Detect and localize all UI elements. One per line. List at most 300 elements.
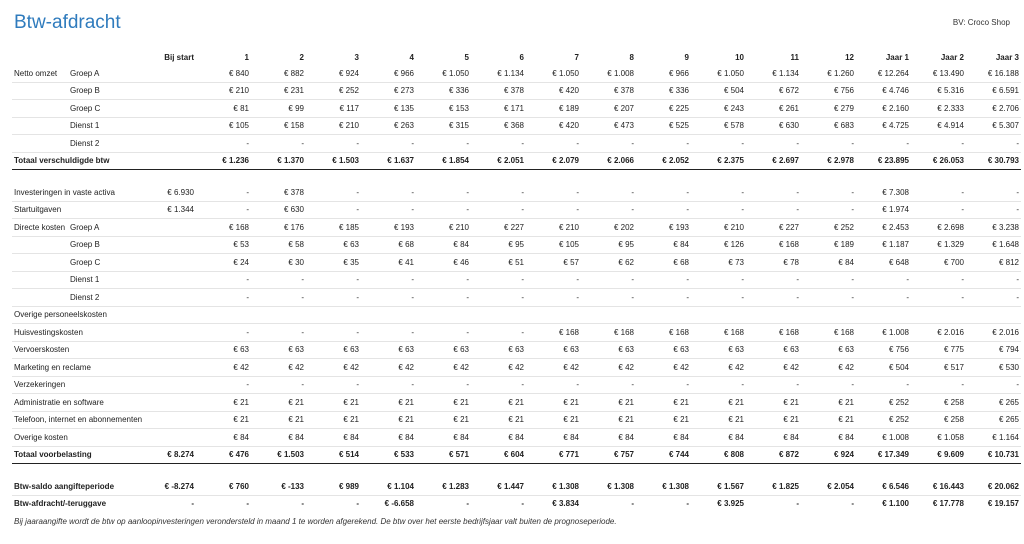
value-cell: € 2.697: [746, 152, 801, 170]
start-value-cell: [146, 429, 196, 447]
value-cell: € 26.053: [911, 152, 966, 170]
value-cell: € 1.187: [856, 236, 911, 254]
value-cell: -: [851, 499, 854, 509]
value-cell: € 21: [691, 411, 746, 429]
value-cell: -: [416, 289, 471, 307]
value-cell: -: [466, 499, 469, 509]
start-value-cell: [146, 324, 196, 342]
value-cell: € 1.008: [856, 324, 911, 342]
column-header: Bij start: [164, 53, 194, 62]
value-cell: -: [801, 135, 856, 153]
value-cell: [361, 306, 416, 324]
value-cell: € 1.260: [801, 65, 856, 82]
row-label: Telefoon, internet en abonnementen: [12, 411, 146, 429]
value-cell: -: [581, 376, 636, 394]
value-cell: € 73: [691, 254, 746, 272]
value-cell: € 63: [306, 236, 361, 254]
value-cell: € 1.370: [251, 152, 306, 170]
value-cell: -: [686, 499, 689, 509]
value-cell: € 84: [691, 429, 746, 447]
value-cell: € 924: [306, 65, 361, 82]
table-row: [12, 184, 1021, 201]
value-cell: € 16.443: [911, 478, 966, 495]
value-cell: -: [636, 271, 691, 289]
row-sublabel: Dienst 1: [68, 271, 146, 289]
value-cell: € 42: [636, 359, 691, 377]
value-cell: -: [691, 184, 746, 201]
value-cell: € 571: [416, 446, 471, 464]
value-cell: -: [361, 289, 416, 307]
value-cell: -: [911, 201, 966, 219]
value-cell: € 105: [526, 236, 581, 254]
value-cell: -: [251, 324, 306, 342]
value-cell: € 368: [471, 117, 526, 135]
value-cell: € 21: [361, 411, 416, 429]
value-cell: € 63: [691, 341, 746, 359]
value-cell: € 265: [966, 411, 1021, 429]
value-cell: € 2.066: [581, 152, 636, 170]
value-cell: -: [361, 184, 416, 201]
value-cell: € 78: [746, 254, 801, 272]
row-label: Btw-afdracht/-teruggave: [14, 499, 107, 509]
table-row: [12, 359, 1021, 377]
value-cell: € 21: [471, 394, 526, 412]
value-cell: -: [471, 289, 526, 307]
value-cell: € 1.648: [966, 236, 1021, 254]
value-cell: € 84: [416, 429, 471, 447]
row-label: [12, 117, 68, 135]
row-sublabel: Groep B: [68, 236, 146, 254]
value-cell: € 252: [306, 82, 361, 100]
value-cell: € 1.008: [581, 65, 636, 82]
value-cell: [581, 306, 636, 324]
value-cell: € 30.793: [966, 152, 1021, 170]
row-sublabel: Dienst 1: [68, 117, 146, 135]
value-cell: € 420: [526, 117, 581, 135]
value-cell: € 756: [856, 341, 911, 359]
row-label: Netto omzet: [12, 65, 68, 82]
value-cell: € 189: [801, 236, 856, 254]
value-cell: € 21: [636, 394, 691, 412]
value-cell: -: [801, 201, 856, 219]
value-cell: € 2.453: [856, 219, 911, 237]
value-cell: € 1.283: [416, 478, 471, 495]
value-cell: -: [636, 135, 691, 153]
value-cell: € 84: [746, 429, 801, 447]
value-cell: € 21: [251, 394, 306, 412]
value-cell: € 68: [361, 236, 416, 254]
value-cell: € 63: [581, 341, 636, 359]
value-cell: € 2.160: [856, 100, 911, 118]
value-cell: € 21: [691, 394, 746, 412]
value-cell: € 1.050: [416, 65, 471, 82]
value-cell: € 4.725: [856, 117, 911, 135]
value-cell: € 3.834: [552, 499, 579, 509]
value-cell: € 1.503: [306, 152, 361, 170]
table-row: [12, 201, 1021, 219]
value-cell: € 989: [306, 478, 361, 495]
row-label: Totaal voorbelasting: [12, 446, 146, 464]
value-cell: € 258: [911, 394, 966, 412]
start-value-cell: € -8.274: [146, 478, 196, 495]
row-sublabel: Groep A: [68, 219, 146, 237]
value-cell: -: [306, 324, 361, 342]
row-label: Overige kosten: [12, 429, 146, 447]
row-sublabel: Dienst 2: [68, 135, 146, 153]
value-cell: -: [416, 135, 471, 153]
value-cell: € 21: [581, 411, 636, 429]
value-cell: € 46: [416, 254, 471, 272]
value-cell: € 504: [856, 359, 911, 377]
value-cell: € 6.591: [966, 82, 1021, 100]
value-cell: € 63: [361, 341, 416, 359]
value-cell: € 882: [251, 65, 306, 82]
spacer-row: [12, 170, 1021, 185]
row-label: Btw-saldo aangifteperiode: [12, 478, 146, 495]
value-cell: € 21: [416, 411, 471, 429]
value-cell: -: [636, 184, 691, 201]
table-row: [12, 117, 1021, 135]
value-cell: € 189: [526, 100, 581, 118]
value-cell: € 42: [801, 359, 856, 377]
value-cell: € 1.008: [856, 429, 911, 447]
start-value-cell: [146, 306, 196, 324]
value-cell: € 42: [196, 359, 251, 377]
value-cell: € 21: [306, 394, 361, 412]
value-cell: € 273: [361, 82, 416, 100]
value-cell: € 99: [251, 100, 306, 118]
value-cell: -: [801, 184, 856, 201]
value-cell: -: [526, 289, 581, 307]
value-cell: -: [416, 184, 471, 201]
table-row: [12, 341, 1021, 359]
value-cell: € 252: [801, 219, 856, 237]
value-cell: € 756: [801, 82, 856, 100]
value-cell: € 210: [416, 219, 471, 237]
value-cell: -: [636, 376, 691, 394]
value-cell: -: [306, 271, 361, 289]
value-cell: € 2.054: [801, 478, 856, 495]
value-cell: -: [361, 135, 416, 153]
value-cell: -: [856, 271, 911, 289]
value-cell: € 504: [691, 82, 746, 100]
value-cell: [636, 306, 691, 324]
start-value-cell: [146, 219, 196, 237]
value-cell: € 21: [361, 394, 416, 412]
value-cell: € 81: [196, 100, 251, 118]
value-cell: -: [526, 271, 581, 289]
column-header: 5: [464, 53, 469, 62]
value-cell: € 84: [196, 429, 251, 447]
value-cell: € 3.925: [717, 499, 744, 509]
value-cell: € 84: [801, 429, 856, 447]
value-cell: € 168: [746, 324, 801, 342]
value-cell: € 4.746: [856, 82, 911, 100]
value-cell: [471, 306, 526, 324]
value-cell: € 63: [801, 341, 856, 359]
value-cell: € 2.333: [911, 100, 966, 118]
value-cell: € 1.100: [882, 499, 909, 509]
value-cell: -: [416, 201, 471, 219]
footnote: Bij jaaraangifte wordt de btw op aanloopinvesteringen verondersteld in maand 1 te worden afgerekend. De btw over het eerste bedrijfsjaar valt buiten de prognoseperiode.: [14, 517, 617, 526]
value-cell: € 84: [581, 429, 636, 447]
value-cell: € 757: [581, 446, 636, 464]
value-cell: € 207: [581, 100, 636, 118]
table-row: [12, 429, 1021, 447]
value-cell: € 84: [526, 429, 581, 447]
value-cell: € 168: [636, 324, 691, 342]
value-cell: € 476: [196, 446, 251, 464]
value-cell: € 258: [911, 411, 966, 429]
value-cell: -: [581, 201, 636, 219]
value-cell: € 1.050: [526, 65, 581, 82]
value-cell: -: [526, 201, 581, 219]
value-cell: € 42: [306, 359, 361, 377]
column-header: 10: [735, 53, 744, 62]
value-cell: € 42: [416, 359, 471, 377]
value-cell: € 63: [526, 341, 581, 359]
value-cell: € 525: [636, 117, 691, 135]
row-sublabel: Groep C: [68, 254, 146, 272]
start-value-cell: € 8.274: [146, 446, 196, 464]
value-cell: € 63: [251, 341, 306, 359]
value-cell: [911, 306, 966, 324]
value-cell: € 42: [526, 359, 581, 377]
value-cell: € 1.308: [526, 478, 581, 495]
value-cell: € 84: [306, 429, 361, 447]
value-cell: -: [691, 201, 746, 219]
value-cell: [856, 306, 911, 324]
value-cell: -: [246, 499, 249, 509]
table-row: [12, 100, 1021, 118]
value-cell: € 21: [746, 394, 801, 412]
value-cell: -: [581, 184, 636, 201]
row-label: Marketing en reclame: [12, 359, 146, 377]
value-cell: -: [471, 376, 526, 394]
value-cell: € 68: [636, 254, 691, 272]
value-cell: -: [581, 135, 636, 153]
row-label: [12, 289, 68, 307]
value-cell: -: [471, 271, 526, 289]
value-cell: -: [636, 289, 691, 307]
table-row: [12, 411, 1021, 429]
value-cell: € 227: [746, 219, 801, 237]
value-cell: € 744: [636, 446, 691, 464]
start-value-cell: € 6.930: [146, 184, 196, 201]
start-value-cell: [146, 100, 196, 118]
row-label: [12, 254, 68, 272]
value-cell: [416, 306, 471, 324]
value-cell: € 168: [746, 236, 801, 254]
value-cell: € 808: [691, 446, 746, 464]
value-cell: € 1.974: [856, 201, 911, 219]
value-cell: -: [746, 376, 801, 394]
value-cell: € 210: [691, 219, 746, 237]
column-header: 7: [574, 53, 579, 62]
value-cell: € 126: [691, 236, 746, 254]
table-row: [12, 324, 1021, 342]
value-cell: € 648: [856, 254, 911, 272]
row-label: Overige personeelskosten: [12, 306, 146, 324]
value-cell: € 171: [471, 100, 526, 118]
value-cell: € 1.308: [581, 478, 636, 495]
value-cell: -: [361, 376, 416, 394]
value-cell: € 42: [251, 359, 306, 377]
table-row: [12, 271, 1021, 289]
value-cell: € 630: [746, 117, 801, 135]
value-cell: € 158: [251, 117, 306, 135]
value-cell: -: [306, 135, 361, 153]
value-cell: € 700: [911, 254, 966, 272]
value-cell: € 168: [526, 324, 581, 342]
value-cell: € 279: [801, 100, 856, 118]
table-row: [12, 478, 1021, 495]
value-cell: -: [306, 184, 361, 201]
value-cell: -: [911, 184, 966, 201]
value-cell: € 63: [306, 341, 361, 359]
value-cell: € 1.058: [911, 429, 966, 447]
value-cell: € 1.134: [471, 65, 526, 82]
value-cell: € 210: [306, 117, 361, 135]
start-value-cell: [146, 394, 196, 412]
value-cell: € 9.609: [911, 446, 966, 464]
row-label: Startuitgaven: [12, 201, 146, 219]
value-cell: € 7.308: [856, 184, 911, 201]
value-cell: -: [196, 376, 251, 394]
value-cell: € 771: [526, 446, 581, 464]
value-cell: -: [471, 201, 526, 219]
value-cell: -: [856, 289, 911, 307]
spacer-row: [12, 464, 1021, 479]
start-value-cell: € 1.344: [146, 201, 196, 219]
start-value-cell: [146, 411, 196, 429]
column-header: 9: [684, 53, 689, 62]
value-cell: -: [196, 271, 251, 289]
value-cell: € 1.447: [471, 478, 526, 495]
value-cell: -: [746, 271, 801, 289]
start-value-cell: [146, 341, 196, 359]
value-cell: € 168: [196, 219, 251, 237]
value-cell: -: [911, 289, 966, 307]
value-cell: € 2.079: [526, 152, 581, 170]
value-cell: -: [966, 376, 1021, 394]
value-cell: € 19.157: [987, 499, 1019, 509]
value-cell: € 95: [581, 236, 636, 254]
value-cell: € 21: [746, 411, 801, 429]
value-cell: -: [691, 289, 746, 307]
value-cell: -: [196, 135, 251, 153]
value-cell: € 210: [196, 82, 251, 100]
value-cell: € -133: [251, 478, 306, 495]
value-cell: [306, 306, 361, 324]
value-cell: € 1.104: [361, 478, 416, 495]
value-cell: -: [801, 271, 856, 289]
value-cell: € 63: [471, 341, 526, 359]
start-value-cell: [146, 254, 196, 272]
table-row: [12, 152, 1021, 170]
value-cell: € 176: [251, 219, 306, 237]
table-row: [12, 289, 1021, 307]
company-name: BV: Croco Shop: [952, 18, 1010, 27]
value-cell: -: [361, 324, 416, 342]
value-cell: € 21: [196, 411, 251, 429]
value-cell: -: [526, 135, 581, 153]
value-cell: € 41: [361, 254, 416, 272]
value-cell: € 23.895: [856, 152, 911, 170]
value-cell: -: [306, 376, 361, 394]
start-value-cell: [146, 152, 196, 170]
value-cell: -: [306, 289, 361, 307]
value-cell: -: [691, 376, 746, 394]
value-cell: € 336: [636, 82, 691, 100]
value-cell: -: [416, 376, 471, 394]
value-cell: € 17.349: [856, 446, 911, 464]
vat-table: [12, 50, 1021, 512]
value-cell: € 514: [306, 446, 361, 464]
value-cell: -: [196, 289, 251, 307]
value-cell: € 63: [196, 341, 251, 359]
value-cell: € 872: [746, 446, 801, 464]
value-cell: -: [306, 201, 361, 219]
value-cell: -: [416, 324, 471, 342]
column-header: Jaar 2: [940, 53, 964, 62]
value-cell: € 193: [361, 219, 416, 237]
value-cell: € 51: [471, 254, 526, 272]
value-cell: -: [581, 271, 636, 289]
value-cell: € 84: [636, 429, 691, 447]
value-cell: € 378: [471, 82, 526, 100]
value-cell: € 84: [251, 429, 306, 447]
row-label: Huisvestingskosten: [12, 324, 146, 342]
value-cell: € 21: [526, 394, 581, 412]
table-row: [12, 376, 1021, 394]
value-cell: € -6.658: [384, 499, 414, 509]
row-sublabel: Groep C: [68, 100, 146, 118]
value-cell: -: [746, 184, 801, 201]
table-row: [12, 394, 1021, 412]
value-cell: € 265: [966, 394, 1021, 412]
value-cell: € 760: [196, 478, 251, 495]
value-cell: € 683: [801, 117, 856, 135]
header-spacer: [12, 50, 146, 65]
value-cell: € 775: [911, 341, 966, 359]
value-cell: € 84: [471, 429, 526, 447]
value-cell: -: [251, 289, 306, 307]
value-cell: € 168: [801, 324, 856, 342]
value-cell: € 1.236: [196, 152, 251, 170]
row-label: Directe kosten: [12, 219, 68, 237]
value-cell: € 21: [801, 394, 856, 412]
value-cell: -: [746, 201, 801, 219]
value-cell: € 58: [251, 236, 306, 254]
start-value-cell: [146, 82, 196, 100]
value-cell: -: [251, 271, 306, 289]
value-cell: € 2.052: [636, 152, 691, 170]
value-cell: -: [471, 184, 526, 201]
value-cell: [801, 306, 856, 324]
value-cell: € 5.316: [911, 82, 966, 100]
value-cell: [691, 306, 746, 324]
value-cell: € 21: [471, 411, 526, 429]
column-header: 2: [299, 53, 304, 62]
value-cell: -: [856, 135, 911, 153]
value-cell: € 21: [306, 411, 361, 429]
value-cell: € 210: [526, 219, 581, 237]
value-cell: € 42: [471, 359, 526, 377]
value-cell: € 12.264: [856, 65, 911, 82]
value-cell: € 530: [966, 359, 1021, 377]
value-cell: € 473: [581, 117, 636, 135]
